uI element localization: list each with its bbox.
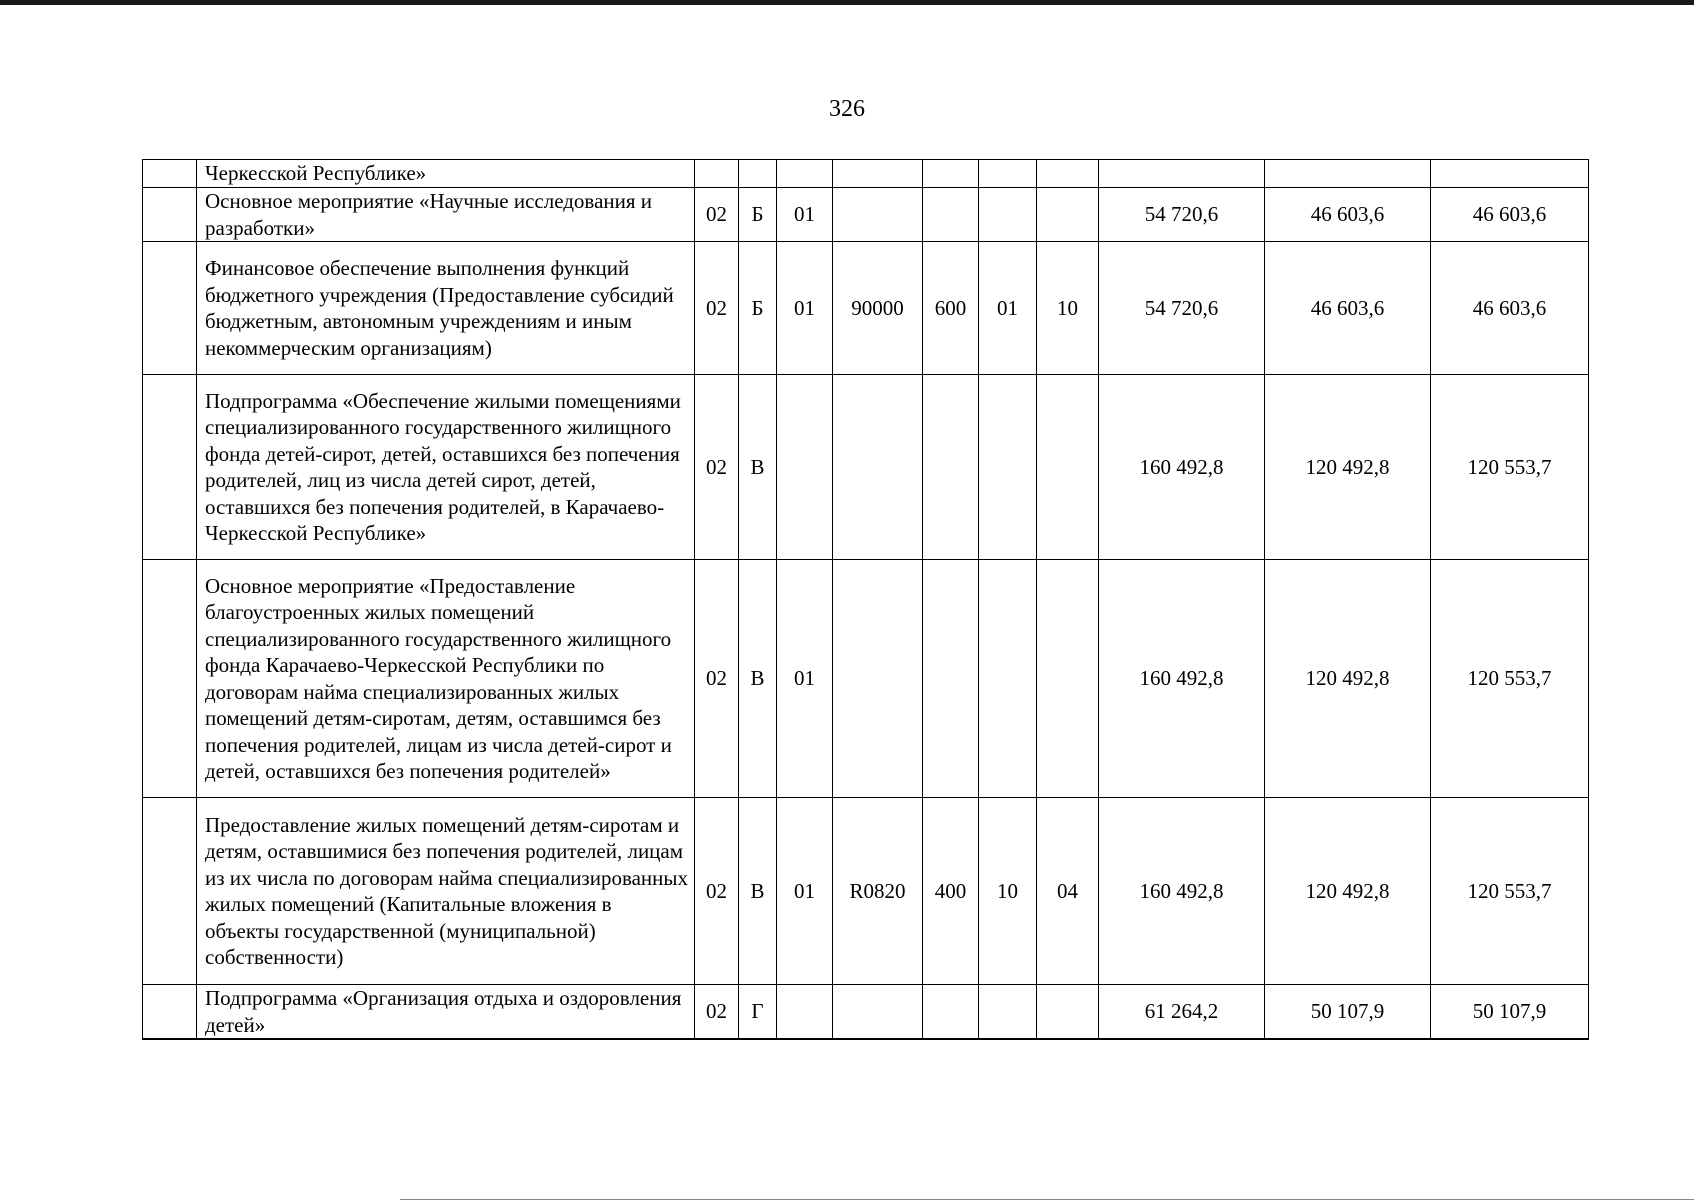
table-row: [143, 242, 1589, 375]
empty-cell: [143, 560, 197, 798]
amount-cell: 120 553,7: [1431, 375, 1589, 560]
empty-cell: [143, 985, 197, 1040]
amount-cell: 120 492,8: [1265, 560, 1431, 798]
code-cell: [979, 560, 1037, 798]
code-cell: [833, 375, 923, 560]
empty-cell: [143, 798, 197, 985]
code-cell: [979, 188, 1037, 242]
code-cell: [739, 160, 777, 188]
table-row: [143, 798, 1589, 985]
row-description: Черкесской Республике»: [197, 160, 695, 188]
code-cell: В: [739, 375, 777, 560]
code-cell: [923, 160, 979, 188]
code-cell: [923, 560, 979, 798]
table-row: [143, 160, 1589, 188]
table-row: [143, 560, 1589, 798]
code-cell: 400: [923, 798, 979, 985]
code-cell: 01: [979, 242, 1037, 375]
amount-cell: [1265, 160, 1431, 188]
code-cell: 01: [777, 560, 833, 798]
code-cell: 10: [979, 798, 1037, 985]
amount-cell: 50 107,9: [1265, 985, 1431, 1040]
code-cell: [1037, 375, 1099, 560]
code-cell: [777, 160, 833, 188]
code-cell: [695, 160, 739, 188]
amount-cell: 46 603,6: [1431, 188, 1589, 242]
code-cell: 01: [777, 242, 833, 375]
code-cell: 04: [1037, 798, 1099, 985]
code-cell: Б: [739, 188, 777, 242]
code-cell: [979, 375, 1037, 560]
code-cell: [833, 160, 923, 188]
code-cell: [1037, 188, 1099, 242]
amount-cell: 160 492,8: [1099, 560, 1265, 798]
row-description: Подпрограмма «Организация отдыха и оздоровления детей»: [197, 985, 695, 1040]
amount-cell: 54 720,6: [1099, 188, 1265, 242]
code-cell: [777, 375, 833, 560]
amount-cell: 120 553,7: [1431, 798, 1589, 985]
table-row: [143, 985, 1589, 1040]
row-description: Основное мероприятие «Научные исследования и разработки»: [197, 188, 695, 242]
empty-cell: [143, 188, 197, 242]
code-cell: [1037, 560, 1099, 798]
code-cell: В: [739, 560, 777, 798]
code-cell: 02: [695, 560, 739, 798]
code-cell: [1037, 160, 1099, 188]
code-cell: В: [739, 798, 777, 985]
code-cell: 01: [777, 188, 833, 242]
code-cell: 02: [695, 985, 739, 1040]
code-cell: Б: [739, 242, 777, 375]
amount-cell: 50 107,9: [1431, 985, 1589, 1040]
top-border-rule: [0, 0, 1694, 5]
code-cell: R0820: [833, 798, 923, 985]
code-cell: [1037, 985, 1099, 1040]
code-cell: [777, 985, 833, 1040]
amount-cell: [1099, 160, 1265, 188]
code-cell: 02: [695, 242, 739, 375]
row-description: Финансовое обеспечение выполнения функций бюджетного учреждения (Предоставление субсидий бюджетным, автономным учреждениям и иным некоммерческим организациям): [197, 242, 695, 375]
row-description: Предоставление жилых помещений детям-сиротам и детям, оставшимися без попечения родителей, лицам из их числа по договорам найма специализированных жилых помещений (Капитальные вложения в объекты государственной (муниципальной) собственности): [197, 798, 695, 985]
amount-cell: [1431, 160, 1589, 188]
code-cell: 90000: [833, 242, 923, 375]
code-cell: 10: [1037, 242, 1099, 375]
code-cell: 02: [695, 375, 739, 560]
amount-cell: 160 492,8: [1099, 375, 1265, 560]
budget-table: [142, 159, 1589, 1040]
code-cell: Г: [739, 985, 777, 1040]
code-cell: [923, 985, 979, 1040]
row-description: Основное мероприятие «Предоставление благоустроенных жилых помещений специализированного государственного жилищного фонда Карачаево-Черкесской Республики по договорам найма специализированных жилых помещений детям-сиротам, детям, оставшимся без попечения родителей, лицам из числа детей-сирот и детей, оставшихся без попечения родителей»: [197, 560, 695, 798]
code-cell: 01: [777, 798, 833, 985]
amount-cell: 46 603,6: [1265, 188, 1431, 242]
code-cell: [923, 188, 979, 242]
amount-cell: 61 264,2: [1099, 985, 1265, 1040]
page-number: 326: [829, 96, 865, 122]
empty-cell: [143, 375, 197, 560]
amount-cell: 54 720,6: [1099, 242, 1265, 375]
empty-cell: [143, 160, 197, 188]
code-cell: [979, 985, 1037, 1040]
code-cell: [833, 188, 923, 242]
amount-cell: 120 553,7: [1431, 560, 1589, 798]
table-row: [143, 188, 1589, 242]
code-cell: 600: [923, 242, 979, 375]
code-cell: [923, 375, 979, 560]
code-cell: [833, 985, 923, 1040]
table-row: [143, 375, 1589, 560]
empty-cell: [143, 242, 197, 375]
amount-cell: 46 603,6: [1431, 242, 1589, 375]
amount-cell: 120 492,8: [1265, 798, 1431, 985]
amount-cell: 160 492,8: [1099, 798, 1265, 985]
code-cell: [979, 160, 1037, 188]
amount-cell: 120 492,8: [1265, 375, 1431, 560]
code-cell: 02: [695, 188, 739, 242]
row-description: Подпрограмма «Обеспечение жилыми помещениями специализированного государственного жилищного фонда детей-сирот, детей, оставшихся без попечения родителей, лиц из числа детей сирот, детей, оставшихся без попечения родителей, в Карачаево-Черкесской Республике»: [197, 375, 695, 560]
code-cell: 02: [695, 798, 739, 985]
amount-cell: 46 603,6: [1265, 242, 1431, 375]
code-cell: [833, 560, 923, 798]
